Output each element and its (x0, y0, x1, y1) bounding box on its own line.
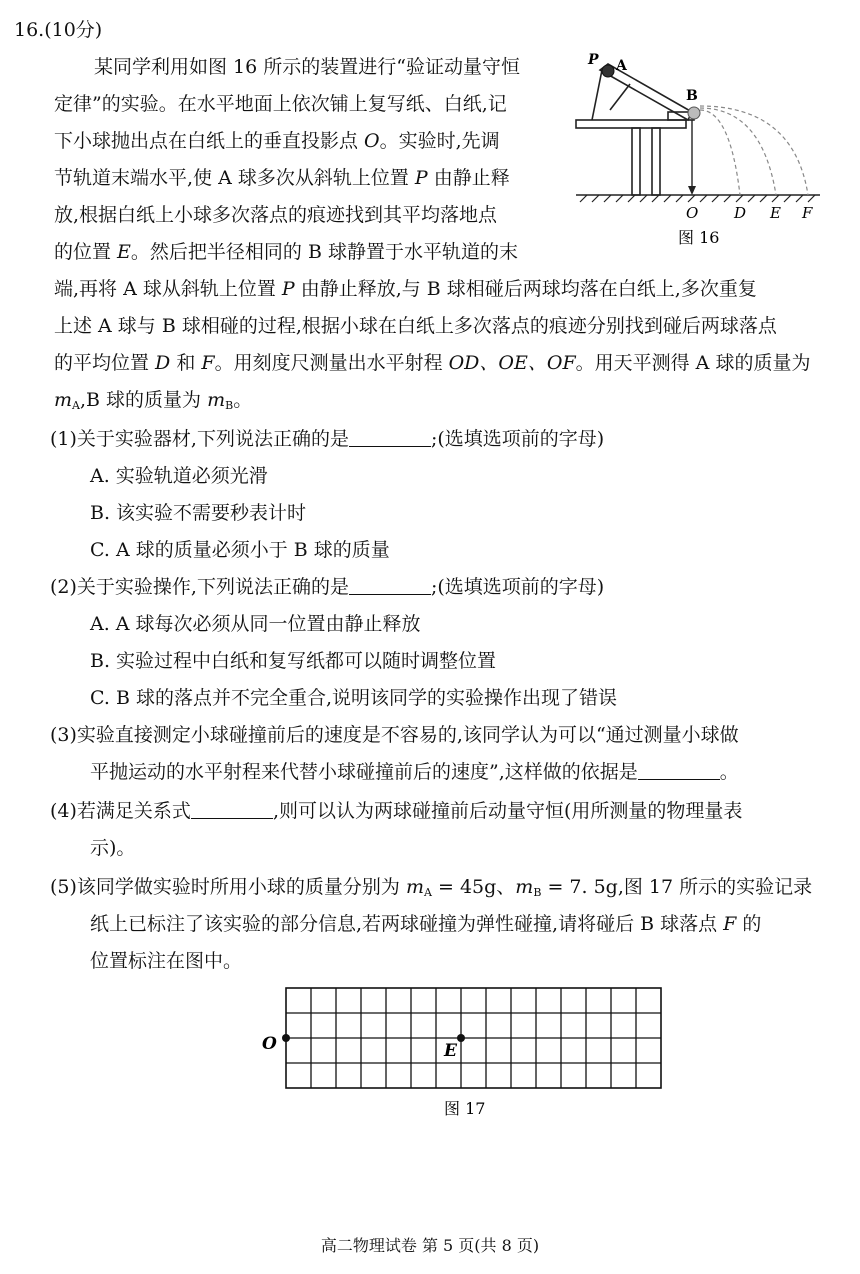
label-o: O (262, 1034, 277, 1054)
table (576, 120, 686, 195)
part-2-answer-blank[interactable] (349, 576, 431, 595)
label-f: F (802, 204, 813, 222)
intro-line-4: 节轨道末端水平,使 A 球多次从斜轨上位置 P 由静止释 (54, 167, 510, 189)
label-e: E (770, 204, 781, 222)
figure-17-caption: 图 17 (444, 1099, 486, 1118)
label-a: A (616, 58, 627, 74)
page-footer: 高二物理试卷 第 5 页(共 8 页) (320, 1236, 540, 1255)
arrow-head (688, 186, 696, 195)
intro-line-5: 放,根据白纸上小球多次落点的痕迹找到其平均落地点 (54, 204, 498, 226)
question-header (14, 15, 102, 45)
question-score: (10分) (44, 19, 103, 41)
part-2-question: (2)关于实验操作,下列说法正确的是 ;(选填选项前的字母) (50, 576, 605, 598)
part-3-line-1: (3)实验直接测定小球碰撞前后的速度是不容易的,该同学认为可以“通过测量小球做 (50, 724, 739, 746)
label-p: P (588, 52, 599, 68)
part-3-answer-blank[interactable] (638, 761, 720, 780)
intro-line-7: 端,再将 A 球从斜轨上位置 P 由静止释放,与 B 球相碰后两球均落在白纸上,多次重复 (54, 278, 757, 300)
label-d: D (734, 204, 747, 222)
intro-line-2: 定律”的实验。在水平地面上依次铺上复写纸、白纸,记 (54, 93, 507, 115)
intro-line-10: $m_A,B$ 球的质量为 $m_B$。 (54, 389, 253, 412)
part-4-line-2: 示)。 (90, 837, 136, 859)
part-1-question: (1)关于实验器材,下列说法正确的是 ;(选填选项前的字母) (50, 428, 605, 450)
part-1-option-c: C. A 球的质量必须小于 B 球的质量 (90, 539, 390, 561)
point-o (282, 1034, 290, 1042)
ball-b (688, 107, 700, 119)
part-2-option-c: C. B 球的落点并不完全重合,说明该同学的实验操作出现了错误 (90, 687, 617, 709)
intro-line-8: 上述 A 球与 B 球相碰的过程,根据小球在白纸上多次落点的痕迹分别找到碰后两球落点 (54, 315, 777, 337)
label-e: E (444, 1041, 457, 1061)
intro-line-1: 某同学利用如图 16 所示的装置进行“验证动量守恒 (94, 56, 520, 78)
figure-17-record-paper[interactable] (258, 984, 678, 1124)
label-b: B (686, 88, 698, 104)
part-5-line-1: (5)该同学做实验时所用小球的质量分别为 $m_A = 45g$、$m_B = 7$. 5g,图 17 所示的实验记录 (50, 876, 813, 899)
trajectories (700, 106, 808, 195)
part-2-option-b: B. 实验过程中白纸和复写纸都可以随时调整位置 (90, 650, 497, 672)
part-2-option-a: A. A 球每次必须从同一位置由静止释放 (90, 613, 421, 635)
ball-a (602, 65, 614, 77)
part-1-option-b: B. 该实验不需要秒表计时 (90, 502, 307, 524)
figure-16-apparatus (572, 50, 828, 250)
part-4-answer-blank[interactable] (191, 800, 273, 819)
part-3-line-2: 平抛运动的水平射程来代替小球碰撞前后的速度”,这样做的依据是 。 (90, 761, 739, 783)
grid (286, 988, 661, 1088)
part-5-line-3: 位置标注在图中。 (90, 950, 243, 972)
point-e (457, 1034, 465, 1042)
part-1-answer-blank[interactable] (349, 428, 431, 447)
part-5-line-2: 纸上已标注了该实验的部分信息,若两球碰撞为弹性碰撞,请将碰后 B 球落点 F 的 (90, 913, 762, 935)
figure-16-caption: 图 16 (678, 228, 720, 247)
intro-line-6: 的位置 E。然后把半径相同的 B 球静置于水平轨道的末 (54, 241, 518, 263)
intro-line-9: 的平均位置 D 和 F。用刻度尺测量出水平射程 OD、OE、OF。用天平测得 A 球的质量为 (54, 352, 811, 374)
ground-hatching (576, 195, 820, 202)
question-number: 16. (14, 19, 45, 41)
part-1-option-a: A. 实验轨道必须光滑 (90, 465, 268, 487)
label-o: O (686, 204, 699, 222)
part-4-line-1: (4)若满足关系式 ,则可以认为两球碰撞前后动量守恒(用所测量的物理量表 (50, 800, 743, 822)
intro-line-3: 下小球抛出点在白纸上的垂直投影点 O。实验时,先调 (54, 130, 500, 152)
